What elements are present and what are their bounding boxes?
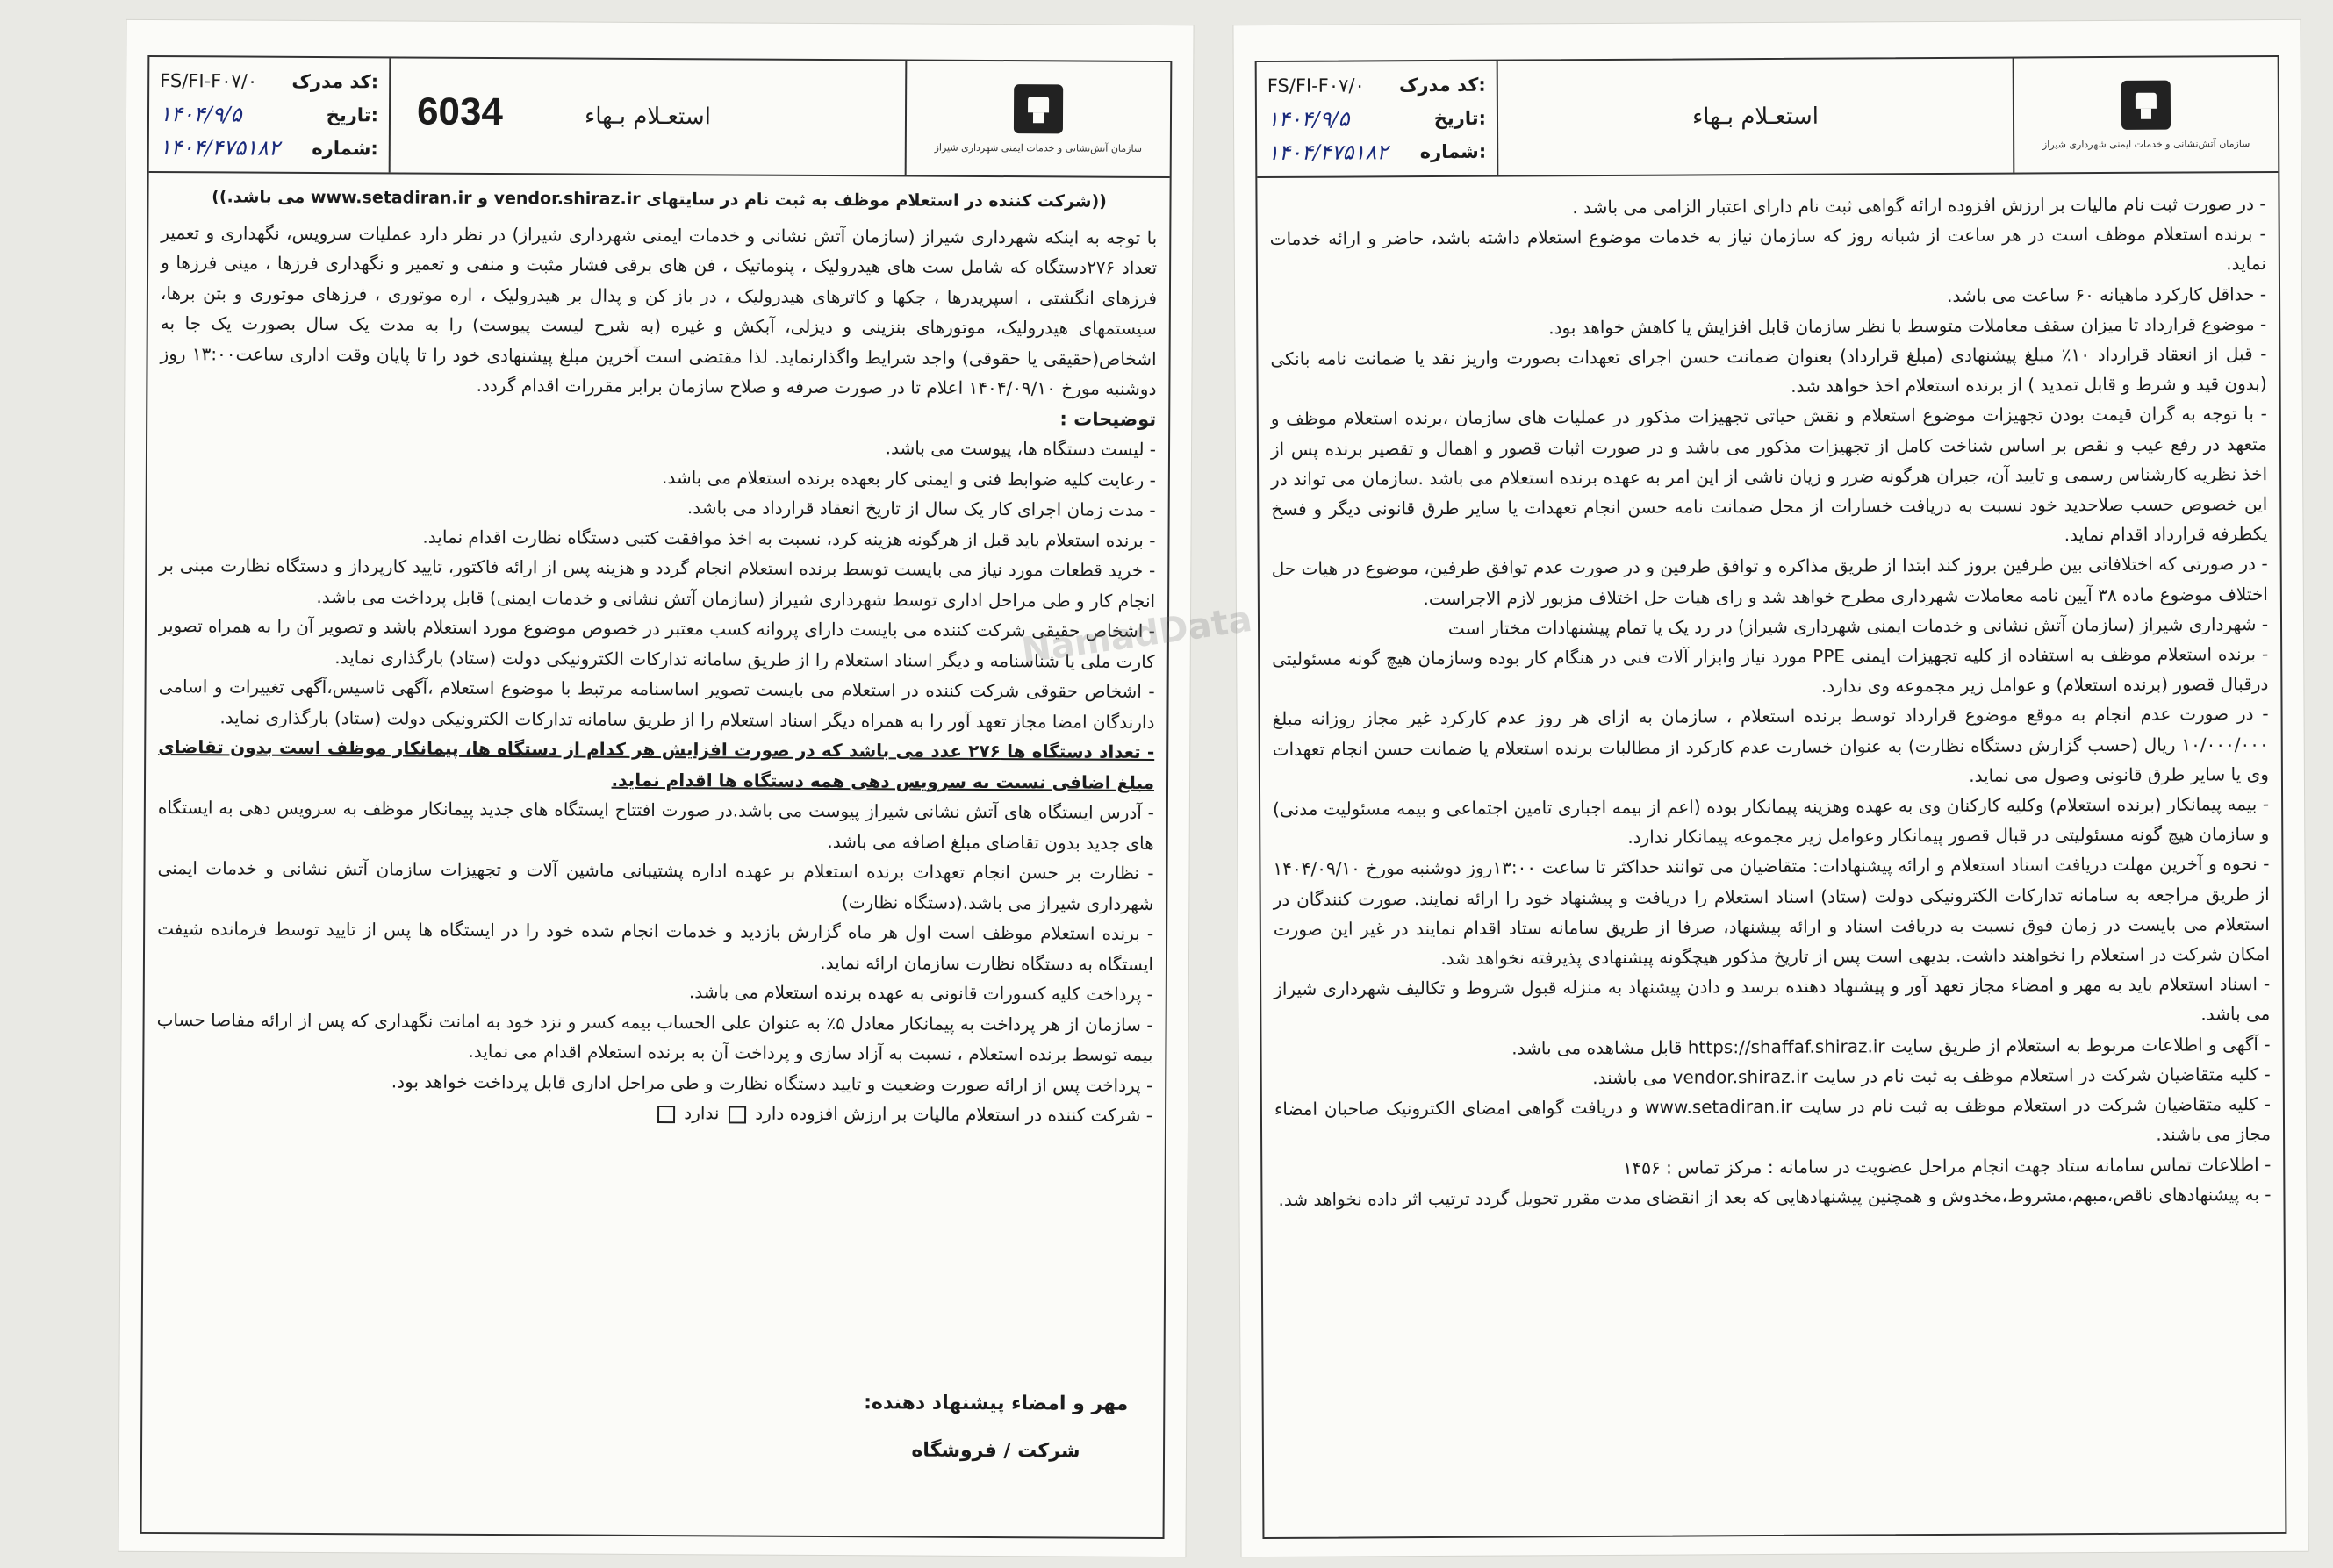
note-item: - نظارت بر حسن انجام تعهدات برنده استعلام بر عهده اداره پشتیبانی ماشین آلات و تجهیزات سازمان آتش نشانی و خدمات ایمنی شهرداری شیراز می باشد.(دستگاه نظارت) <box>157 857 1154 914</box>
note-item: - رعایت کلیه ضوابط فنی و ایمنی کار بعهده برنده استعلام می باشد. <box>661 466 1156 490</box>
fire-department-logo-icon <box>2121 80 2171 129</box>
date-value: ۱۴۰۴/۹/۵ <box>159 102 242 127</box>
vat-no-label: ندارد <box>684 1102 720 1124</box>
page-frame <box>1255 55 2287 1539</box>
condition-item: - آگهی و اطلاعات مربوط به استعلام از طریق سایت https://shaffaf.shiraz.ir قابل مشاهده می باشد. <box>1511 1033 2271 1059</box>
condition-item: - کلیه متقاضیان شرکت در استعلام موظف به ثبت نام در سایت vendor.shiraz.ir می باشند. <box>1592 1063 2271 1088</box>
vat-yes-checkbox[interactable] <box>729 1106 746 1123</box>
page-header <box>1257 57 2279 178</box>
condition-item: - کلیه متقاضیان شرکت در استعلام موظف به ثبت نام در سایت www.setadiran.ir و دریافت گواهی امضای الکترونیک صاحبان امضاء مجاز می باشند. <box>1274 1093 2272 1146</box>
logo-cell <box>2014 57 2279 173</box>
doc-info-box <box>1257 61 1499 176</box>
condition-item: - در صورت عدم انجام به موقع موضوع قرارداد توسط برنده استعلام ، سازمان به ازای هر روز عدم کارکرد غیر مجاز روزانه مبلغ ۱۰/۰۰۰/۰۰۰ ریال (حسب گزارش دستگاه نظارت) به عنوان خسارت عدم کارکرد از مطالبات برنده استعلام یا ضمانت حسن انجام تعهدات وی یا سایر طرق قانونی وصول می نماید. <box>1272 703 2269 786</box>
page-body <box>154 182 1158 1529</box>
intro-paragraph: با توجه به اینکه شهرداری شیراز (سازمان آتش نشانی و خدمات ایمنی شهرداری شیراز) در نظر دارد عملیات سرویس، نگهداری و تعمیر تعداد ۲۷۶دستگاه که شامل ست های هیدرولیک ، پنوماتیک ، فن های برقی فشار مثبت و منفی و تعمیر و نگهداری فرزها ، مینی فرزها و فرزهای انگشتی ، اسپریدرها ، جکها و کاترهای هیدرولیک ، در باز کن و پدال بر هیدرولیک ، اره موتوری ، فرزهای موتوری و بتن برها، سیستمهای هیدرولیک، موتورهای بنزینی و دیزلی، آبکش و غیره (به شرح لیست پیوست) را به مدت یک سال بصورت یک جا به اشخاص(حقیقی یا حقوقی) واجد شرایط واگذارنماید. لذا مقتضی است آخرین مبلغ پیشنهادی خود را تا پایان وقت اداری ساعت۱۳:۰۰ روز دوشنبه مورخ ۱۴۰۴/۰۹/۱۰ اعلام تا در صورت صرفه و صلاح سازمان برابر مقررات اقدام گردد. <box>160 221 1158 399</box>
note-item: - سازمان از هر پرداخت به پیمانکار معادل ۵٪ به عنوان علی الحساب بیمه کسر و نزد خود به امانت نگهداری که پس از ارائه مفاصا حساب بیمه توسط برنده استعلام ، نسبت به آزاد سازی و پرداخت آن به برنده استعلام اقدام می نماید. <box>156 1008 1153 1065</box>
registration-notice: ((شرکت کننده در استعلام موظف به ثبت نام در سایتهای vendor.shiraz.ir و www.setadiran.ir می باشد.)) <box>212 187 1107 211</box>
vat-row <box>156 1095 1152 1130</box>
condition-item: - قبل از انعقاد قرارداد ۱۰٪ مبلغ پیشنهادی (مبلغ قرارداد) بعنوان ضمانت حسن اجرای تعهدات بصورت واریز نقد یا ضمانت نامه بانکی (بدون قید و شرط و قابل تمدید ) از برنده استعلام اخذ خواهد شد. <box>1270 343 2267 397</box>
condition-item: - برنده استعلام موظف است در هر ساعت از شبانه روز که سازمان نیاز به خدمات موضوع استعلام داشته باشد، حاضر و ارائه خدمات نماید. <box>1269 223 2266 275</box>
number-value: ۱۴۰۴/۴۷۵۱۸۲ <box>159 135 280 161</box>
condition-item: - در صورت ثبت نام مالیات بر ارزش افزوده ارائه گواهی ثبت نام دارای اعتبار الزامی می باشد . <box>1572 193 2266 218</box>
condition-item: - با توجه به گران قیمت بودن تجهیزات موضوع استعلام و نقش حیاتی تجهیزات مذکور در عملیات های سازمان ،برنده استعلام موظف و متعهد در رفع عیب و نقص بر اساس شناخت کامل از تجهیزات مذکور می باشد و در صورت اثبات قصور و اهمال و تقصیر برنده پس از اخذ نظریه کارشناس رسمی و تایید آن، جبران هرگونه ضرر و زیان ناشی از این امر به عهده برنده استعلام می باشد .سازمان می تواند در این خصوص حسب صلاحدید خود نسبت به دریافت خسارات از محل ضمانت نامه حسن انجام تعهدات یا سایر طرق قانونی دیگر و فسخ یکطرفه قرارداد اقدام نماید. <box>1270 403 2268 546</box>
doc-code-label: کد مدرک: <box>291 70 379 93</box>
doc-code-value: FS/FI-F۰۷/۰ <box>1267 75 1365 97</box>
page-title: استعـلام بـهاء <box>1691 103 1820 131</box>
note-item: - پرداخت پس از ارائه صورت وضعیت و تایید دستگاه نظارت و طی مراحل اداری قابل پرداخت خواهد بود. <box>391 1070 1153 1096</box>
note-item: - اشخاص حقوقی شرکت کننده در استعلام می بایست تصویر اساسنامه مرتبط با موضوع استعلام ،آگهی تاسیس،آگهی تغییرات و اسامی دارندگان امضا مجاز تعهد آور را به همراه دیگر اسناد استعلام را از طریق سامانه تدارکات الکترونیکی دولت (ستاد) بارگذاری نماید. <box>158 676 1155 733</box>
note-item: - لیست دستگاه ها، پیوست می باشد. <box>885 437 1157 460</box>
condition-item: - اطلاعات تماس سامانه ستاد جهت انجام مراحل عضویت در سامانه : مرکز تماس : ۱۴۵۶ <box>1622 1153 2272 1178</box>
note-item: - خرید قطعات مورد نیاز می بایست توسط برنده استعلام انجام گردد و هزینه پس از ارائه فاکتور، تایید کارپرداز و دستگاه نظارت مبنی بر انجام کار و طی مراحل اداری توسط شهرداری شیراز (سازمان آتش نشانی و خدمات ایمنی) قابل پرداخت می باشد. <box>159 555 1156 612</box>
page-frame <box>140 55 1173 1539</box>
date-label: تاریخ: <box>326 104 379 126</box>
fire-department-logo-icon <box>1014 84 1063 133</box>
signature-title: مهر و امضاء پیشنهاد دهنده: <box>864 1392 1129 1415</box>
doc-code-value: FS/FI-F۰۷/۰ <box>160 70 258 92</box>
condition-item: - برنده استعلام موظف به استفاده از کلیه تجهیزات ایمنی PPE مورد نیاز وابزار آلات فنی در هنگام کار بوده وسازمان هیچ گونه مسئولیتی درقبال قصور (برنده استعلام) و عوامل زیر مجموعه وی ندارد. <box>1272 643 2269 697</box>
stamp-number: 6034 <box>416 89 504 134</box>
signature-block <box>864 1379 1129 1476</box>
number-value: ۱۴۰۴/۴۷۵۱۸۲ <box>1267 140 1389 165</box>
note-item: - اشخاص حقیقی شرکت کننده می بایست دارای پروانه کسب معتبر در خصوص موضوع مورد استعلام باشد و تصویر آن را به همراه تصویر کارت ملی یا شناسنامه و دیگر اسناد استعلام را از طریق سامانه تدارکات الکترونیکی دولت (ستاد) بارگذاری نماید. <box>158 615 1156 672</box>
condition-item: - شهرداری شیراز (سازمان آتش نشانی و خدمات ایمنی شهرداری شیراز) در رد یک یا تمام پیشنهادات مختار است <box>1447 612 2269 639</box>
signature-subtitle: شرکت / فروشگاه <box>911 1439 1080 1463</box>
condition-item: - نحوه و آخرین مهلت دریافت اسناد استعلام و ارائه پیشنهادات: متقاضیان می توانند حداکثر تا ساعت ۱۳:۰۰روز دوشنبه مورخ ۱۴۰۴/۰۹/۱۰ از طریق مراجعه به سامانه تدارکات الکترونیکی دولت (ستاد) اسناد استعلام را دریافت و پیشنهاد خود را ارائه نمایند. صورت کنندگان در استعلام می بایست در زمان فوق نسبت به دریافت اسناد و ارائه پیشنهاد، صرفا از طریق سامانه ستاد اقدام نمایند در غیر این صورت امکان شرکت در استعلام را نخواهند داشت. بدیهی است پس از تاریخ مذکور هیچگونه پیشنهادی پذیرفته نخواهد شد. <box>1273 853 2271 970</box>
page-left <box>118 20 1193 1557</box>
note-item: - پرداخت کلیه کسورات قانونی به عهده برنده استعلام می باشد. <box>688 981 1153 1005</box>
title-cell <box>1498 59 2015 175</box>
condition-item: - در صورتی که اختلافاتی بین طرفین بروز کند ابتدا از طریق مذاکره و توافق طرفین و در صورت عدم توافق طرفین، موضوع در هیات حل اختلاف موضوع ماده ۳۸ آیین نامه معاملات شهرداری مطرح خواهد شد و رای هیات حل اختلاف مزبور لازم الاجراست. <box>1271 553 2268 609</box>
doc-code-label: کد مدرک: <box>1398 74 1486 97</box>
note-item: - برنده استعلام باید قبل از هرگونه هزینه کرد، نسبت به اخذ موافقت کتبی دستگاه نظارت اقدام نماید. <box>422 526 1156 551</box>
number-label: شماره: <box>1419 140 1487 163</box>
page-title: استعـلام بـهاء <box>584 103 712 131</box>
note-item: - آدرس ایستگاه های آتش نشانی شیراز پیوست می باشد.در صورت افتتاح ایستگاه های جدید پیمانکار موظف به سرویس دهی به ایستگاه های جدید بدون تقاضای مبلغ اضافه می باشد. <box>157 797 1154 854</box>
note-item: - تعداد دستگاه ها ۲۷۶ عدد می باشد که در صورت افزایش هر کدام از دستگاه ها، پیمانکار موظف است بدون تقاضای مبلغ اضافی نسبت به سرویس دهی همه دستگاه ها اقدام نماید. <box>158 736 1155 793</box>
note-item: - مدت زمان اجرای کار یک سال از تاریخ انعقاد قرارداد می باشد. <box>686 497 1156 520</box>
title-cell <box>391 58 908 175</box>
organization-name: سازمان آتش‌نشانی و خدمات ایمنی شهرداری شیراز <box>934 141 1143 154</box>
condition-item: - حداقل کارکرد ماهیانه ۶۰ ساعت می باشد. <box>1947 283 2267 306</box>
vat-question: - شرکت کننده در استعلام مالیات بر ارزش افزوده دارد <box>755 1102 1153 1126</box>
number-label: شماره: <box>312 137 378 160</box>
page-body <box>1269 189 2272 1529</box>
logo-cell <box>907 61 1171 176</box>
organization-name: سازمان آتش‌نشانی و خدمات ایمنی شهرداری شیراز <box>2042 137 2250 150</box>
condition-item: - بیمه پیمانکار (برنده استعلام) وکلیه کارکنان وی به عهده وهزینه پیمانکار بوده (اعم از بیمه اجباری تامین اجتماعی و بیمه مسئولیت مدنی) و سازمان هیچ گونه مسئولیتی در قبال قصور پیمانکار وعوامل زیر مجموعه پیمانکار ندارد. <box>1273 793 2270 848</box>
page-right <box>1233 20 2308 1557</box>
watermark: NamadData <box>1019 598 1255 672</box>
notes-heading: توضیحات : <box>1059 407 1157 430</box>
condition-item: - موضوع قرارداد تا میزان سقف معاملات متوسط با نظر سازمان قابل افزایش یا کاهش خواهد بود. <box>1548 312 2267 339</box>
page-header <box>149 57 1171 178</box>
condition-item: - به پیشنهادهای ناقص،مبهم،مشروط،مخدوش و همچنین پیشنهادهایی که بعد از انقضای مدت مقرر تحویل گردد ترتیب اثر داده نخواهد شد. <box>1278 1183 2272 1210</box>
vat-no-checkbox[interactable] <box>657 1106 675 1123</box>
note-item: - برنده استعلام موظف است اول هر ماه گزارش بازدید و خدمات انجام شده خود را در ایستگاه ها پس از تایید توسط فرمانده شیفت ایستگاه به دستگاه نظارت سازمان ارائه نماید. <box>157 918 1154 975</box>
date-label: تاریخ: <box>1433 107 1487 129</box>
date-value: ۱۴۰۴/۹/۵ <box>1267 106 1350 132</box>
condition-item: - اسناد استعلام باید به مهر و امضاء مجاز تعهد آور و پیشنهاد دهنده برسد و دادن پیشنهاد به منزله قبول شروط و تکالیف شهرداری شیراز می باشد. <box>1274 973 2271 1025</box>
doc-info-box <box>149 57 391 172</box>
